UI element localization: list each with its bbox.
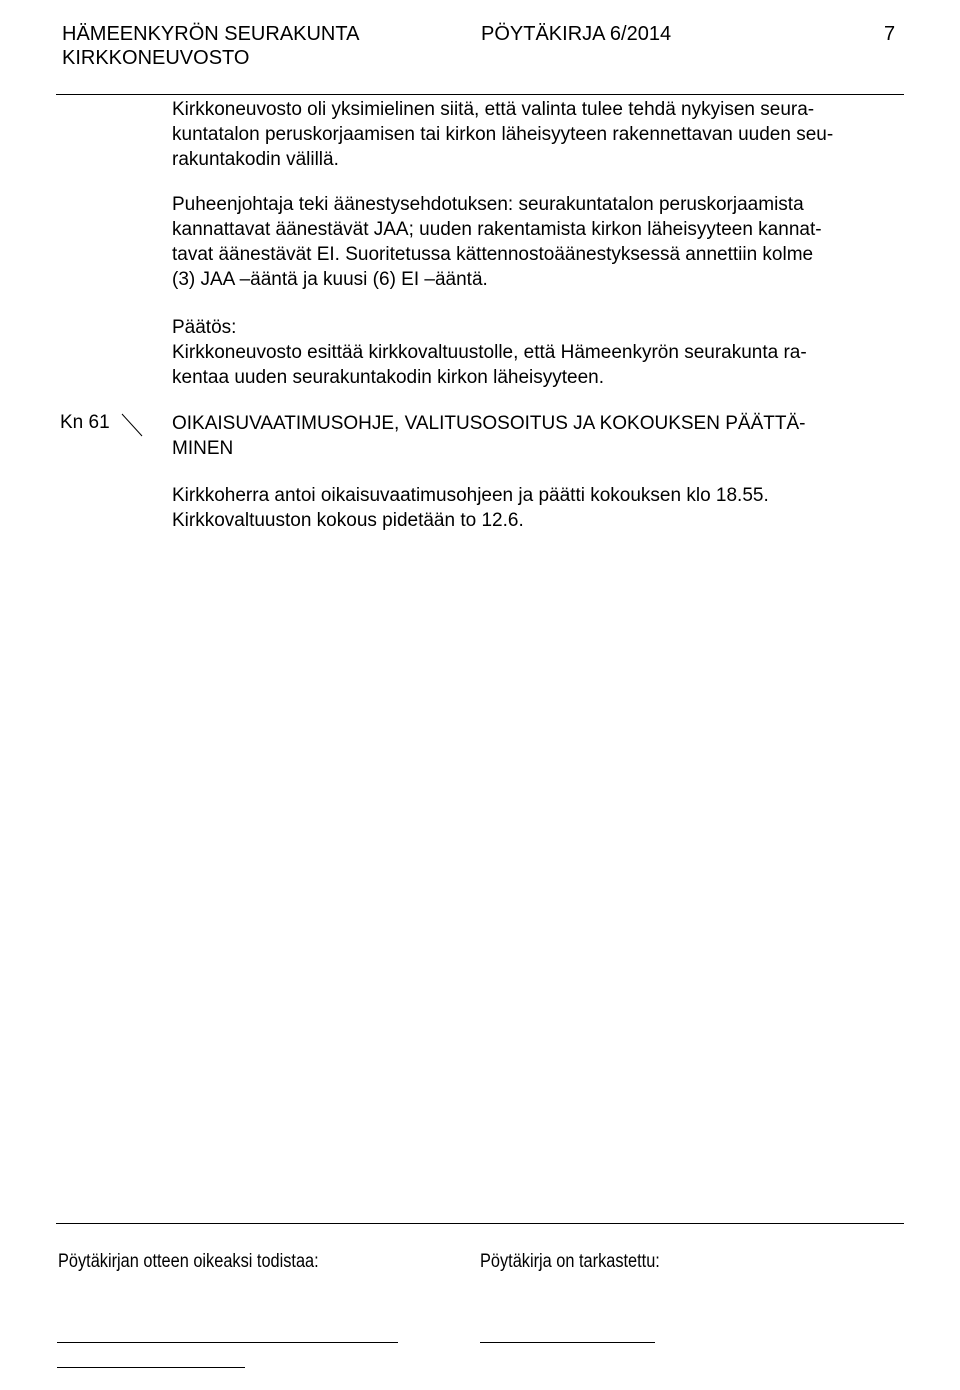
signature-line [480,1342,655,1343]
text-line: Kirkkovaltuuston kokous pidetään to 12.6. [172,510,524,531]
header-organization: HÄMEENKYRÖN SEURAKUNTA [62,23,360,45]
text-line: Kirkkoneuvosto oli yksimielinen siitä, että valinta tulee tehdä nykyisen seura- [172,99,815,120]
signature-line [57,1342,398,1343]
header-body: KIRKKONEUVOSTO [62,47,250,69]
footer-checked-label: Pöytäkirja on tarkastettu: [480,1251,660,1272]
text-line: kuntatalon peruskorjaamisen tai kirkon läheisyyteen rakennettavan uuden seu- [172,124,834,145]
paragraph-vote-choice [172,97,902,172]
text-line: Kirkkoneuvosto esittää kirkkovaltuustolle, että Hämeenkyrön seurakunta ra- [172,342,807,363]
section-title [172,411,902,461]
text-line: Kirkkoherra antoi oikaisuvaatimusohjeen ja päätti kokouksen klo 18.55. [172,485,769,506]
closing-paragraph [172,483,902,533]
section-marker-icon [120,412,144,438]
section-title-line: OIKAISUVAATIMUSOHJE, VALITUSOSOITUS JA KOKOUKSEN PÄÄTTÄ- [172,413,806,434]
footer-rule [56,1223,904,1224]
page-number: 7 [884,23,896,45]
decision-label: Päätös: [172,317,237,338]
text-line: tavat äänestävät EI. Suoritetussa kättennostoäänestyksessä annettiin kolme [172,244,814,265]
footer-certified-label: Pöytäkirjan otteen oikeaksi todistaa: [58,1251,319,1272]
header-rule [56,94,904,95]
paragraph-voting-proposal [172,192,902,292]
text-line: Puheenjohtaja teki äänestysehdotuksen: seurakuntatalon peruskorjaamista [172,194,804,215]
section-number: Kn 61 [60,412,110,433]
text-line: (3) JAA –ääntä ja kuusi (6) EI –ääntä. [172,269,488,290]
text-line: kentaa uuden seurakuntakodin kirkon läheisyyteen. [172,367,605,388]
signature-line [57,1367,245,1368]
header-document: PÖYTÄKIRJA 6/2014 [481,23,672,45]
text-line: kannattavat äänestävät JAA; uuden rakentamista kirkon läheisyyteen kannat- [172,219,822,240]
section-title-line: MINEN [172,438,234,459]
decision-block [172,315,902,390]
text-line: rakuntakodin välillä. [172,149,339,170]
